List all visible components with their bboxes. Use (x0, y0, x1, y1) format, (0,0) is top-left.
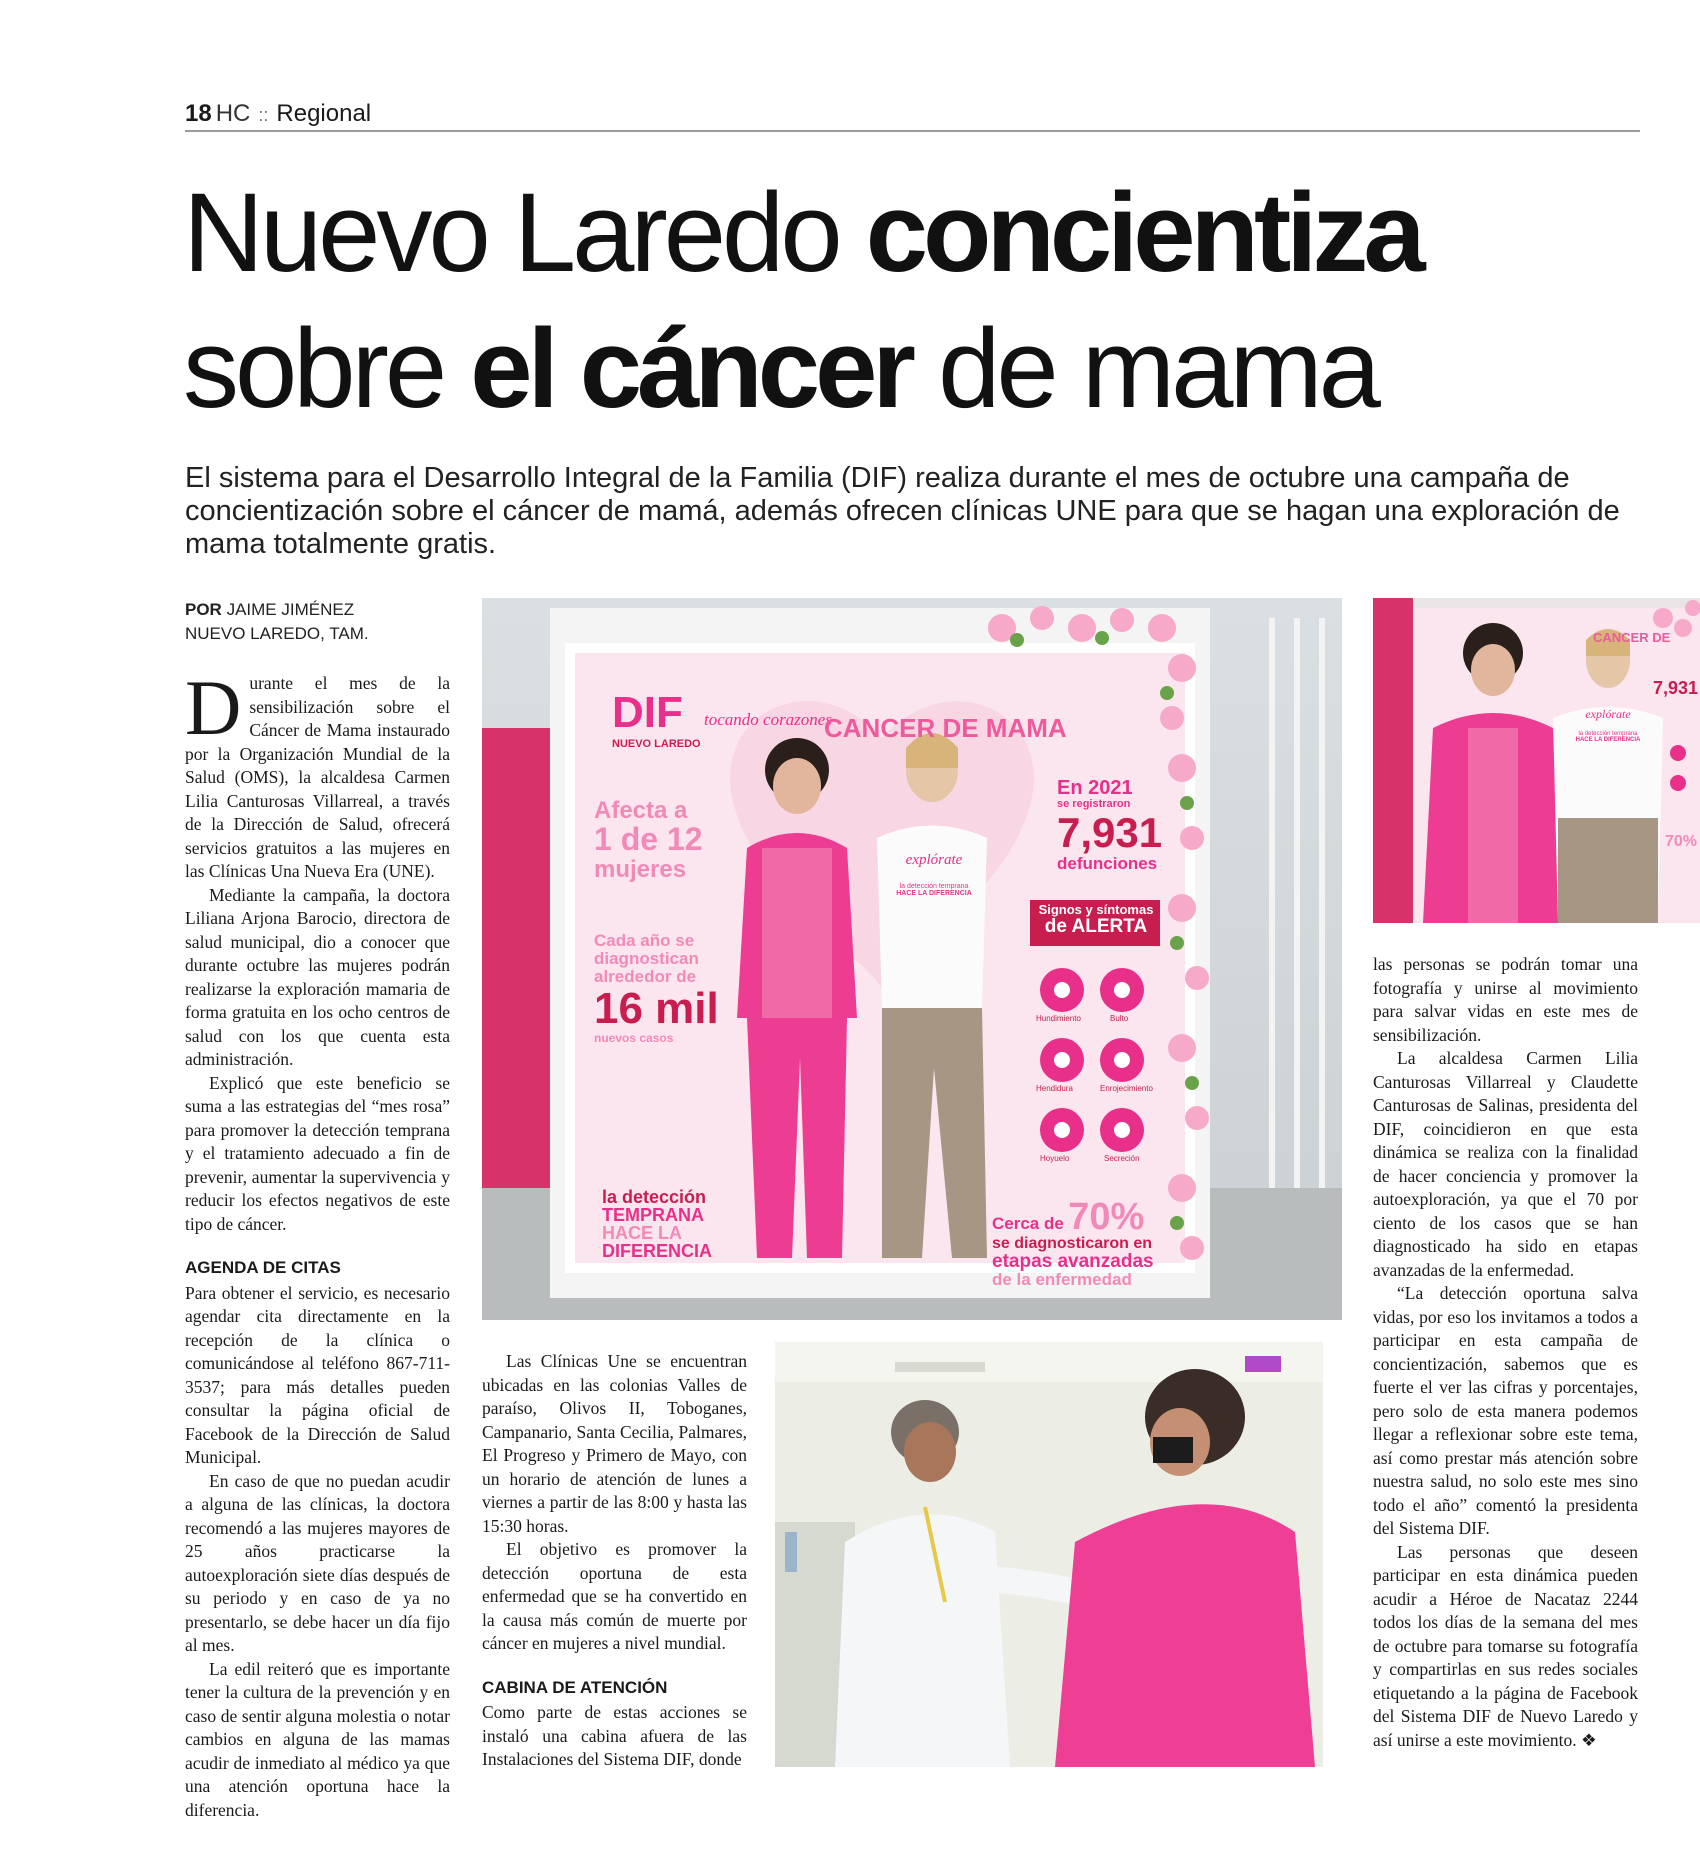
col3-p4-text: Las personas que deseen participar en esta dinámica pueden acudir a Héroe de Nacataz 2244 todos los días de la semana del mes de octubre para tomarse su fotografía y compartirlas en sus redes sociales etiquetando a la página de Facebook del Sistema DIF de Nuevo Laredo y así unirse a este movimiento. (1373, 1541, 1638, 1750)
tshirt-2: la detección temprana (899, 882, 969, 890)
side-tshirt-3: HACE LA DIFERENCIA (1575, 736, 1641, 743)
dif-logo-sub: NUEVO LAREDO (612, 738, 701, 750)
headline-thin-2: sobre (183, 306, 471, 431)
col1-paragraph-3: Explicó que este beneficio se suma a las estrategias del “mes rosa” para promover la detección temprana y el tratamiento adecuado a fin de prevenir, aumentar la supervivencia y reducir los efectos negativos de este tipo de cáncer. (185, 1072, 450, 1234)
bottom-left-3: HACE LA (602, 1223, 682, 1243)
bottom-left-msg (602, 1188, 712, 1260)
cabin-banner: CANCER DE MAMA (824, 713, 1067, 743)
stat-left-1: Afecta a (594, 797, 688, 824)
photo-cabin (482, 598, 1342, 1320)
col2-paragraph-3: Como parte de estas acciones se instaló una cabina afuera de las Instalaciones del Sistema DIF, donde (482, 1702, 747, 1769)
byline (185, 598, 369, 646)
sign-6: Secreción (1104, 1154, 1140, 1163)
bottom-right-msg (992, 1198, 1154, 1288)
end-mark-icon: ❖ (1581, 1729, 1597, 1750)
col1-paragraph-2: Mediante la campaña, la doctora Liliana Arjona Barocio, directora de salud municipal, dio a conocer que durante octubre las mujeres podrán realizarse la exploración mamaria de forma gratuita en los ocho centros de salud con los que cuenta esta administración. (185, 884, 450, 1069)
stat-right-2: se registraron (1057, 798, 1131, 810)
col3-paragraph-1: las personas se podrán tomar una fotografía y unirse al movimiento para salvar vidas en este mes de sensibilización. (1373, 954, 1638, 1045)
side-banner: CANCER DE (1593, 630, 1671, 645)
stat-right-4: defunciones (1057, 853, 1158, 873)
headline-thin-3: de mama (910, 306, 1377, 431)
photo-side (1373, 598, 1700, 923)
alert-box (1034, 903, 1158, 938)
dif-logo-script: tocando corazones (704, 710, 832, 729)
section-name: Regional (276, 100, 372, 127)
alert-1: Signos y síntomas (1038, 902, 1154, 917)
header-separator: :: (258, 105, 269, 125)
sign-2: Bulto (1110, 1014, 1129, 1023)
stat-left-8: nuevos casos (594, 1030, 674, 1045)
headline-bold-2: el cáncer (470, 306, 911, 431)
bottom-right-3: se diagnosticaron en (992, 1235, 1153, 1252)
col2-paragraph-1: Las Clínicas Une se encuentran ubicadas en las colonias Valles de paraíso, Olivos II, Toboganes, Campanario, Santa Cecilia, Palmares, El Progreso y Primero de Mayo, con un horario de atención de lunes a viernes a partir de las 8:00 y hasta las 15:30 horas. (482, 1351, 747, 1536)
col2-subhead: CABINA DE ATENCIÓN (482, 1677, 668, 1697)
stat-left-4: Cada año se (594, 930, 695, 950)
byline-author: JAIME JIMÉNEZ (226, 600, 355, 619)
stat-left (594, 798, 719, 1044)
byline-por: POR (185, 600, 222, 619)
col1-subhead: AGENDA DE CITAS (185, 1258, 341, 1277)
sign-4: Enrojecimiento (1100, 1084, 1153, 1093)
tshirt-print (884, 853, 984, 897)
bottom-right-5: de la enfermedad (992, 1270, 1132, 1289)
col3-paragraph-3: “La detección oportuna salva vidas, por eso los invitamos a todos a participar en esta campaña de concientización, sabemos que es fuerte el ver las cifras y porcentajes, pero solo de esta manera podemos llegar a reflexionar sobre este tema, así como prestar más atención sobre nuestra salud, no solo este mes sino todo el año” comentó la presidenta del Sistema DIF. (1373, 1283, 1638, 1538)
col1-paragraph-5: En caso de que no puedan acudir a alguna de las clínicas, la doctora recomendó a las mujeres mayores de 25 años practicarse la autoexploración siete días después de su periodo y en caso de ya no presentarlo, se debe hacer un día fijo al mes. (185, 1470, 450, 1655)
publication-name: HC (215, 100, 251, 127)
stat-right-1: En 2021 (1057, 777, 1133, 799)
dropcap: D (185, 664, 242, 751)
stat-left-6: alrededor de (594, 966, 697, 986)
column-3 (1373, 953, 1638, 1752)
headline-bold-1: concientiza (865, 170, 1421, 295)
side-photo-illustration (1373, 598, 1700, 923)
col1-paragraph-6: La edil reiteró que es importante tener la cultura de la prevención y en caso de sentir alguna molestia o notar cambios en alguna de las mamas acudir de inmediato al médico ya que una atención oportuna hace la diferencia. (185, 1658, 450, 1820)
photo-clinic (775, 1342, 1323, 1767)
bottom-left-4: DIFERENCIA (602, 1241, 713, 1261)
col3-paragraph-4 (1373, 1541, 1638, 1753)
stat-left-2: 1 de 12 (594, 821, 703, 858)
side-tshirt-1: explórate (1585, 707, 1631, 721)
page-header (185, 100, 1640, 132)
side-number: 7,931 (1653, 678, 1699, 698)
bottom-right-1: Cerca de (992, 1214, 1064, 1233)
alert-2: de ALERTA (1044, 916, 1148, 938)
col3-paragraph-2: La alcaldesa Carmen Lilia Canturosas Villarreal y Claudette Canturosas de Salinas, presidenta del DIF, coincidieron en que esta dinámica se realiza con la finalidad de hacer conciencia y promover la autoexploración, ya que el 70 por ciento de los casos que se han diagnosticado ha sido en etapas avanzadas de la enfermedad. (1373, 1048, 1638, 1280)
column-2 (482, 1350, 747, 1772)
side-tshirt (1563, 708, 1653, 743)
col2-paragraph-2: El objetivo es promover la detección oportuna de esta enfermedad que se ha convertido en la causa más común de muerte por cáncer en mujeres a nivel mundial. (482, 1539, 747, 1653)
deck: El sistema para el Desarrollo Integral de la Familia (DIF) realiza durante el mes de octubre una campaña de concientización sobre el cáncer de mamá, además ofrecen clínicas UNE para que se hagan una exploración de mama totalmente gratis. (185, 462, 1620, 560)
byline-location: NUEVO LAREDO, TAM. (185, 624, 369, 643)
sign-3: Hendidura (1036, 1084, 1073, 1093)
bottom-right-2: 70% (1068, 1196, 1145, 1238)
stat-left-3: mujeres (594, 855, 687, 883)
headline (183, 165, 1663, 437)
stat-left-7: 16 mil (594, 983, 719, 1033)
stat-left-5: diagnostican (594, 948, 699, 968)
tshirt-3: HACE LA DIFERENCIA (896, 890, 972, 898)
stat-right-3: 7,931 (1057, 808, 1163, 856)
sign-5: Hoyuelo (1040, 1154, 1070, 1163)
sign-1: Hundimiento (1036, 1014, 1081, 1023)
clinic-photo-illustration (775, 1342, 1323, 1767)
bottom-left-2: TEMPRANA (602, 1205, 704, 1225)
tshirt-1: explórate (905, 852, 963, 868)
col1-paragraph-4: Para obtener el servicio, es necesario agendar cita directamente en la recepción de la clínica o comunicándose al teléfono 867-711-3537; para más detalles pueden consultar la página oficial de Facebook de la Dirección de Salud Municipal. (185, 1282, 450, 1467)
dif-logo: DIF (612, 688, 683, 737)
bottom-right-4: etapas avanzadas (992, 1251, 1154, 1272)
side-pct: 70% (1665, 833, 1698, 850)
side-tshirt-2: la detección temprana (1578, 730, 1638, 737)
col1-paragraph-1 (185, 664, 450, 884)
col1-p1-text: urante el mes de la sensibilización sobre el Cáncer de Mama instaurado por la Organización Mundial de la Salud (OMS), la alcaldesa Carmen Lilia Canturosas Villarreal, a través de la Dirección de Salud, ofrecerá servicios gratuitos a las mujeres en las Clínicas Una Nueva Era (UNE). (185, 673, 450, 881)
page-number: 18 (185, 100, 212, 127)
headline-thin-1: Nuevo Laredo (183, 170, 866, 295)
column-1 (185, 664, 450, 1822)
stat-right (1057, 778, 1162, 872)
bottom-left-1: la detección (602, 1187, 707, 1207)
